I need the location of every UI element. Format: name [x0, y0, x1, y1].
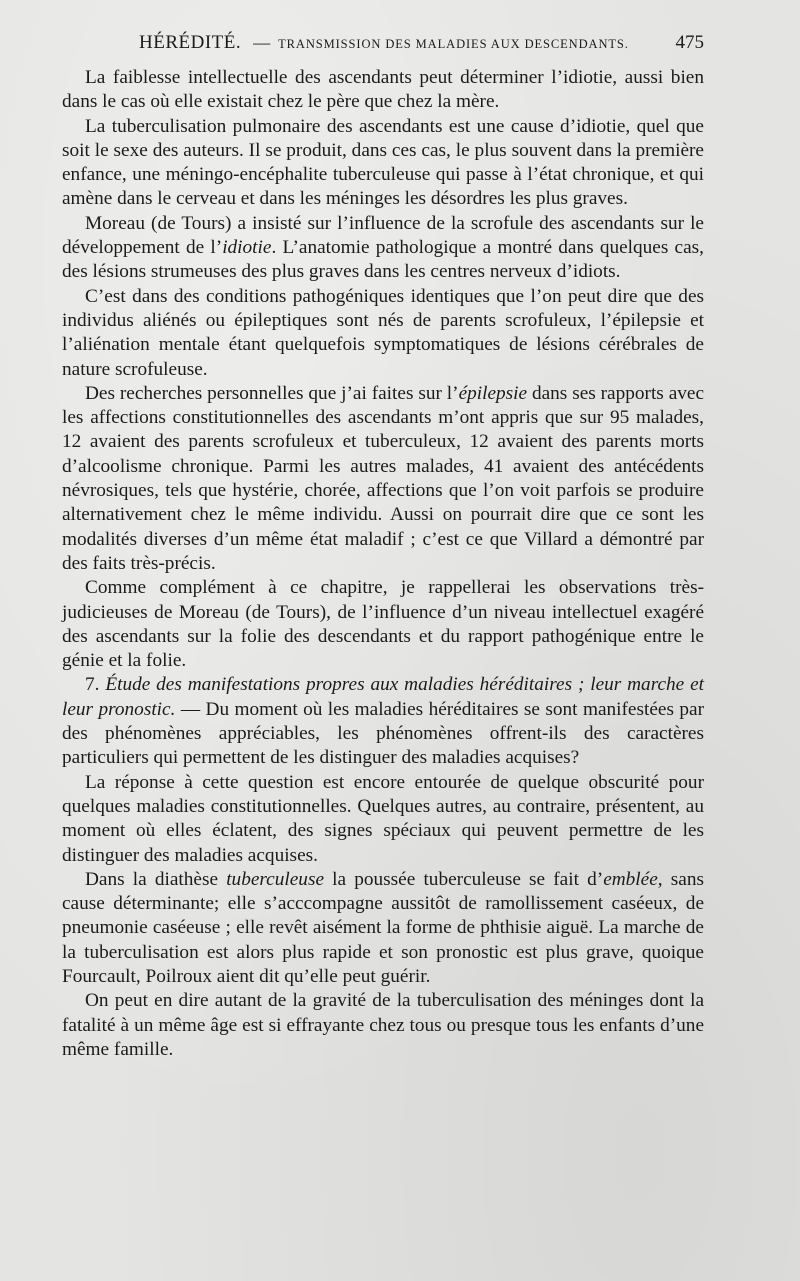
italic-term: emblée	[603, 868, 658, 890]
paragraph-5: Des recherches personnelles que j’ai faites sur l’épilepsie dans ses rapports avec les affections constitutionnelles des ascendants m’ont appris que sur 95 malades, 12 avaient des parents scrofuleux et tuberculeux, 12 avaient des parents morts d’alcoolisme chronique. Parmi les autres malades, 41 avaient des antécédents névrosiques, tels que hystérie, chorée, affections que l’on voit parfois se produire alternativement chez le même individu. Aussi on pourrait dire que ce sont les modalités diverses d’un même état maladif ; c’est ce que Villard a démontré par des faits très-précis.	[62, 382, 705, 574]
paragraph-10: On peut en dire autant de la gravité de la tuberculisation des méninges dont la fatalité à un même âge est si effrayante chez tous ou presque tous les enfants d’une même famille.	[62, 990, 704, 1060]
italic-term: tuberculeuse	[226, 868, 325, 890]
page-number: 475	[675, 32, 704, 53]
section-7-heading-paragraph: 7. Étude des manifestations propres aux maladies héréditaires ; leur marche et leur pronostic. — Du moment où les maladies héréditaires se sont manifestées par des phénomènes appréciables, les phénomènes offrent-ils des caractères particuliers qui permettent de les distinguer des maladies acquises?	[62, 674, 705, 769]
paragraph-4: C’est dans des conditions pathogéniques identiques que l’on peut dire que des individus aliénés ou épileptiques sont nés de parents scrofuleux, l’épilepsie et l’aliénation mentale étant quelquefois symptomatiques de lésions cérébrales de nature scrofuleuse.	[62, 285, 704, 380]
paragraph-3: Moreau (de Tours) a insisté sur l’influence de la scrofule des ascendants sur le développement de l’idiotie. L’anatomie pathologique a montré dans quelques cas, des lésions strumeuses des plus graves dans les centres nerveux d’idiots.	[62, 212, 705, 283]
header-subtitle: TRANSMISSION DES MALADIES AUX DESCENDANTS.	[278, 37, 629, 51]
paragraph-8: La réponse à cette question est encore entourée de quelque obscurité pour quelques maladies constitutionnelles. Quelques autres, au contraire, présentent, au moment où elles éclatent, des signes spéciaux qui peuvent permettre de les distinguer des maladies acquises.	[62, 771, 704, 866]
header-dash: —	[253, 33, 271, 52]
paragraph-6: Comme complément à ce chapitre, je rappellerai les observations très-judicieuses de Moreau (de Tours), de l’influence d’un niveau intellectuel exagéré des ascendants sur la folie des descendants et du rapport pathogénique entre le génie et la folie.	[62, 577, 704, 672]
paragraph-1: La faiblesse intellectuelle des ascendants peut déterminer l’idiotie, aussi bien dans le cas où elle existait chez le père que chez la mère.	[62, 67, 704, 113]
header-title: HÉRÉDITÉ.	[139, 32, 242, 53]
body-text	[62, 66, 704, 1062]
paragraph-2: La tuberculisation pulmonaire des ascendants est une cause d’idiotie, quel que soit le sexe des auteurs. Il se produit, dans ces cas, le plus souvent dans la première enfance, une méningo-encéphalite tuberculeuse qui passe à l’état chronique, et qui amène dans le cerveau et dans les méninges les désordres les plus graves.	[62, 115, 704, 210]
italic-term: épilepsie	[458, 382, 528, 404]
italic-term: idiotie	[222, 237, 272, 259]
running-header	[62, 32, 704, 62]
paragraph-9: Dans la diathèse tuberculeuse la poussée tuberculeuse se fait d’emblée, sans cause déterminante; elle s’acccompagne aussitôt de ramollissement caséeux, de pneumonie caséeuse ; elle revêt aisément la forme de phthisie aiguë. La marche de la tuberculisation est alors plus rapide et son pronostic est plus grave, quoique Fourcault, Poilroux aient dit qu’elle peut guérir.	[62, 868, 704, 987]
section-heading: Étude des manifestations propres aux maladies héréditaires ; leur marche et leur pronostic.	[62, 674, 705, 720]
